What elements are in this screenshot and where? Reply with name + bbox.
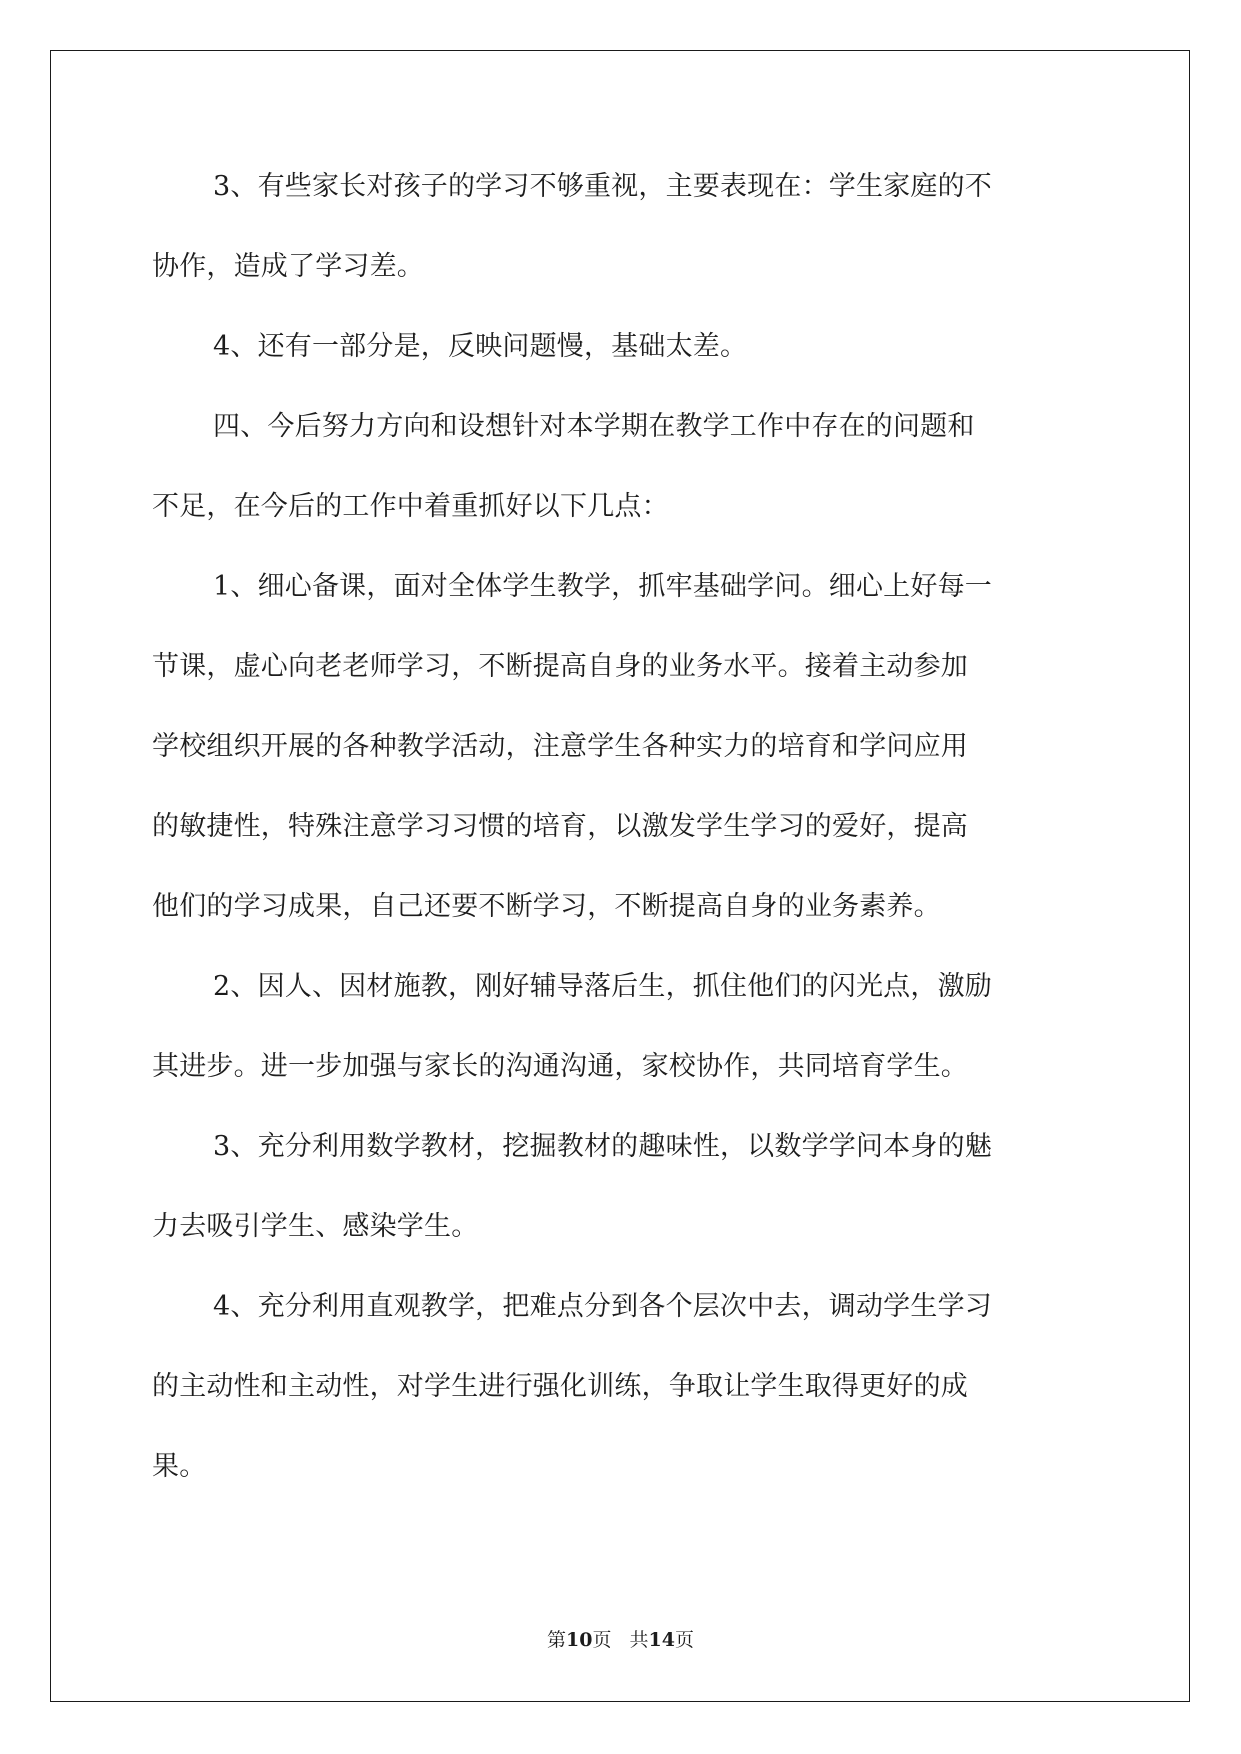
paragraph-line: 不足，在今后的工作中着重抓好以下几点： <box>152 491 669 522</box>
total-prefix: 共 <box>629 1629 649 1651</box>
paragraph-line: 力去吸引学生、感染学生。 <box>152 1211 479 1242</box>
paragraph-line: 协作，造成了学习差。 <box>152 251 424 282</box>
paragraph-line: 的敏捷性，特殊注意学习习惯的培育，以激发学生学习的爱好，提高 <box>152 811 968 842</box>
paragraph-line: 学校组织开展的各种教学活动，注意学生各种实力的培育和学问应用 <box>152 731 968 762</box>
page-number: 10 <box>566 1629 593 1651</box>
paragraph-line: 他们的学习成果，自己还要不断学习，不断提高自身的业务素养。 <box>152 891 941 922</box>
total-pages: 14 <box>648 1629 675 1651</box>
total-suffix: 页 <box>674 1629 694 1651</box>
paragraph-line: 其进步。进一步加强与家长的沟通沟通，家校协作，共同培育学生。 <box>152 1051 968 1082</box>
paragraph-line: 节课，虚心向老老师学习，不断提高自身的业务水平。接着主动参加 <box>152 651 968 682</box>
paragraph-line: 1、细心备课，面对全体学生教学，抓牢基础学问。细心上好每一 <box>213 571 992 602</box>
paragraph-line: 2、因人、因材施教，刚好辅导落后生，抓住他们的闪光点，激励 <box>213 971 992 1002</box>
paragraph-line: 3、充分利用数学教材，挖掘教材的趣味性，以数学学问本身的魅 <box>213 1131 992 1162</box>
page-border <box>50 50 1190 1702</box>
paragraph-line: 果。 <box>152 1451 207 1482</box>
page-footer <box>0 1628 1241 1652</box>
paragraph-line: 四、今后努力方向和设想针对本学期在教学工作中存在的问题和 <box>213 411 975 442</box>
page-prefix: 第 <box>547 1629 567 1651</box>
paragraph-line: 4、充分利用直观教学，把难点分到各个层次中去，调动学生学习 <box>213 1291 992 1322</box>
paragraph-line: 3、有些家长对孩子的学习不够重视，主要表现在：学生家庭的不 <box>213 171 992 202</box>
paragraph-line: 的主动性和主动性，对学生进行强化训练，争取让学生取得更好的成 <box>152 1371 968 1402</box>
page-suffix: 页 <box>592 1629 612 1651</box>
paragraph-line: 4、还有一部分是，反映问题慢，基础太差。 <box>213 331 748 362</box>
